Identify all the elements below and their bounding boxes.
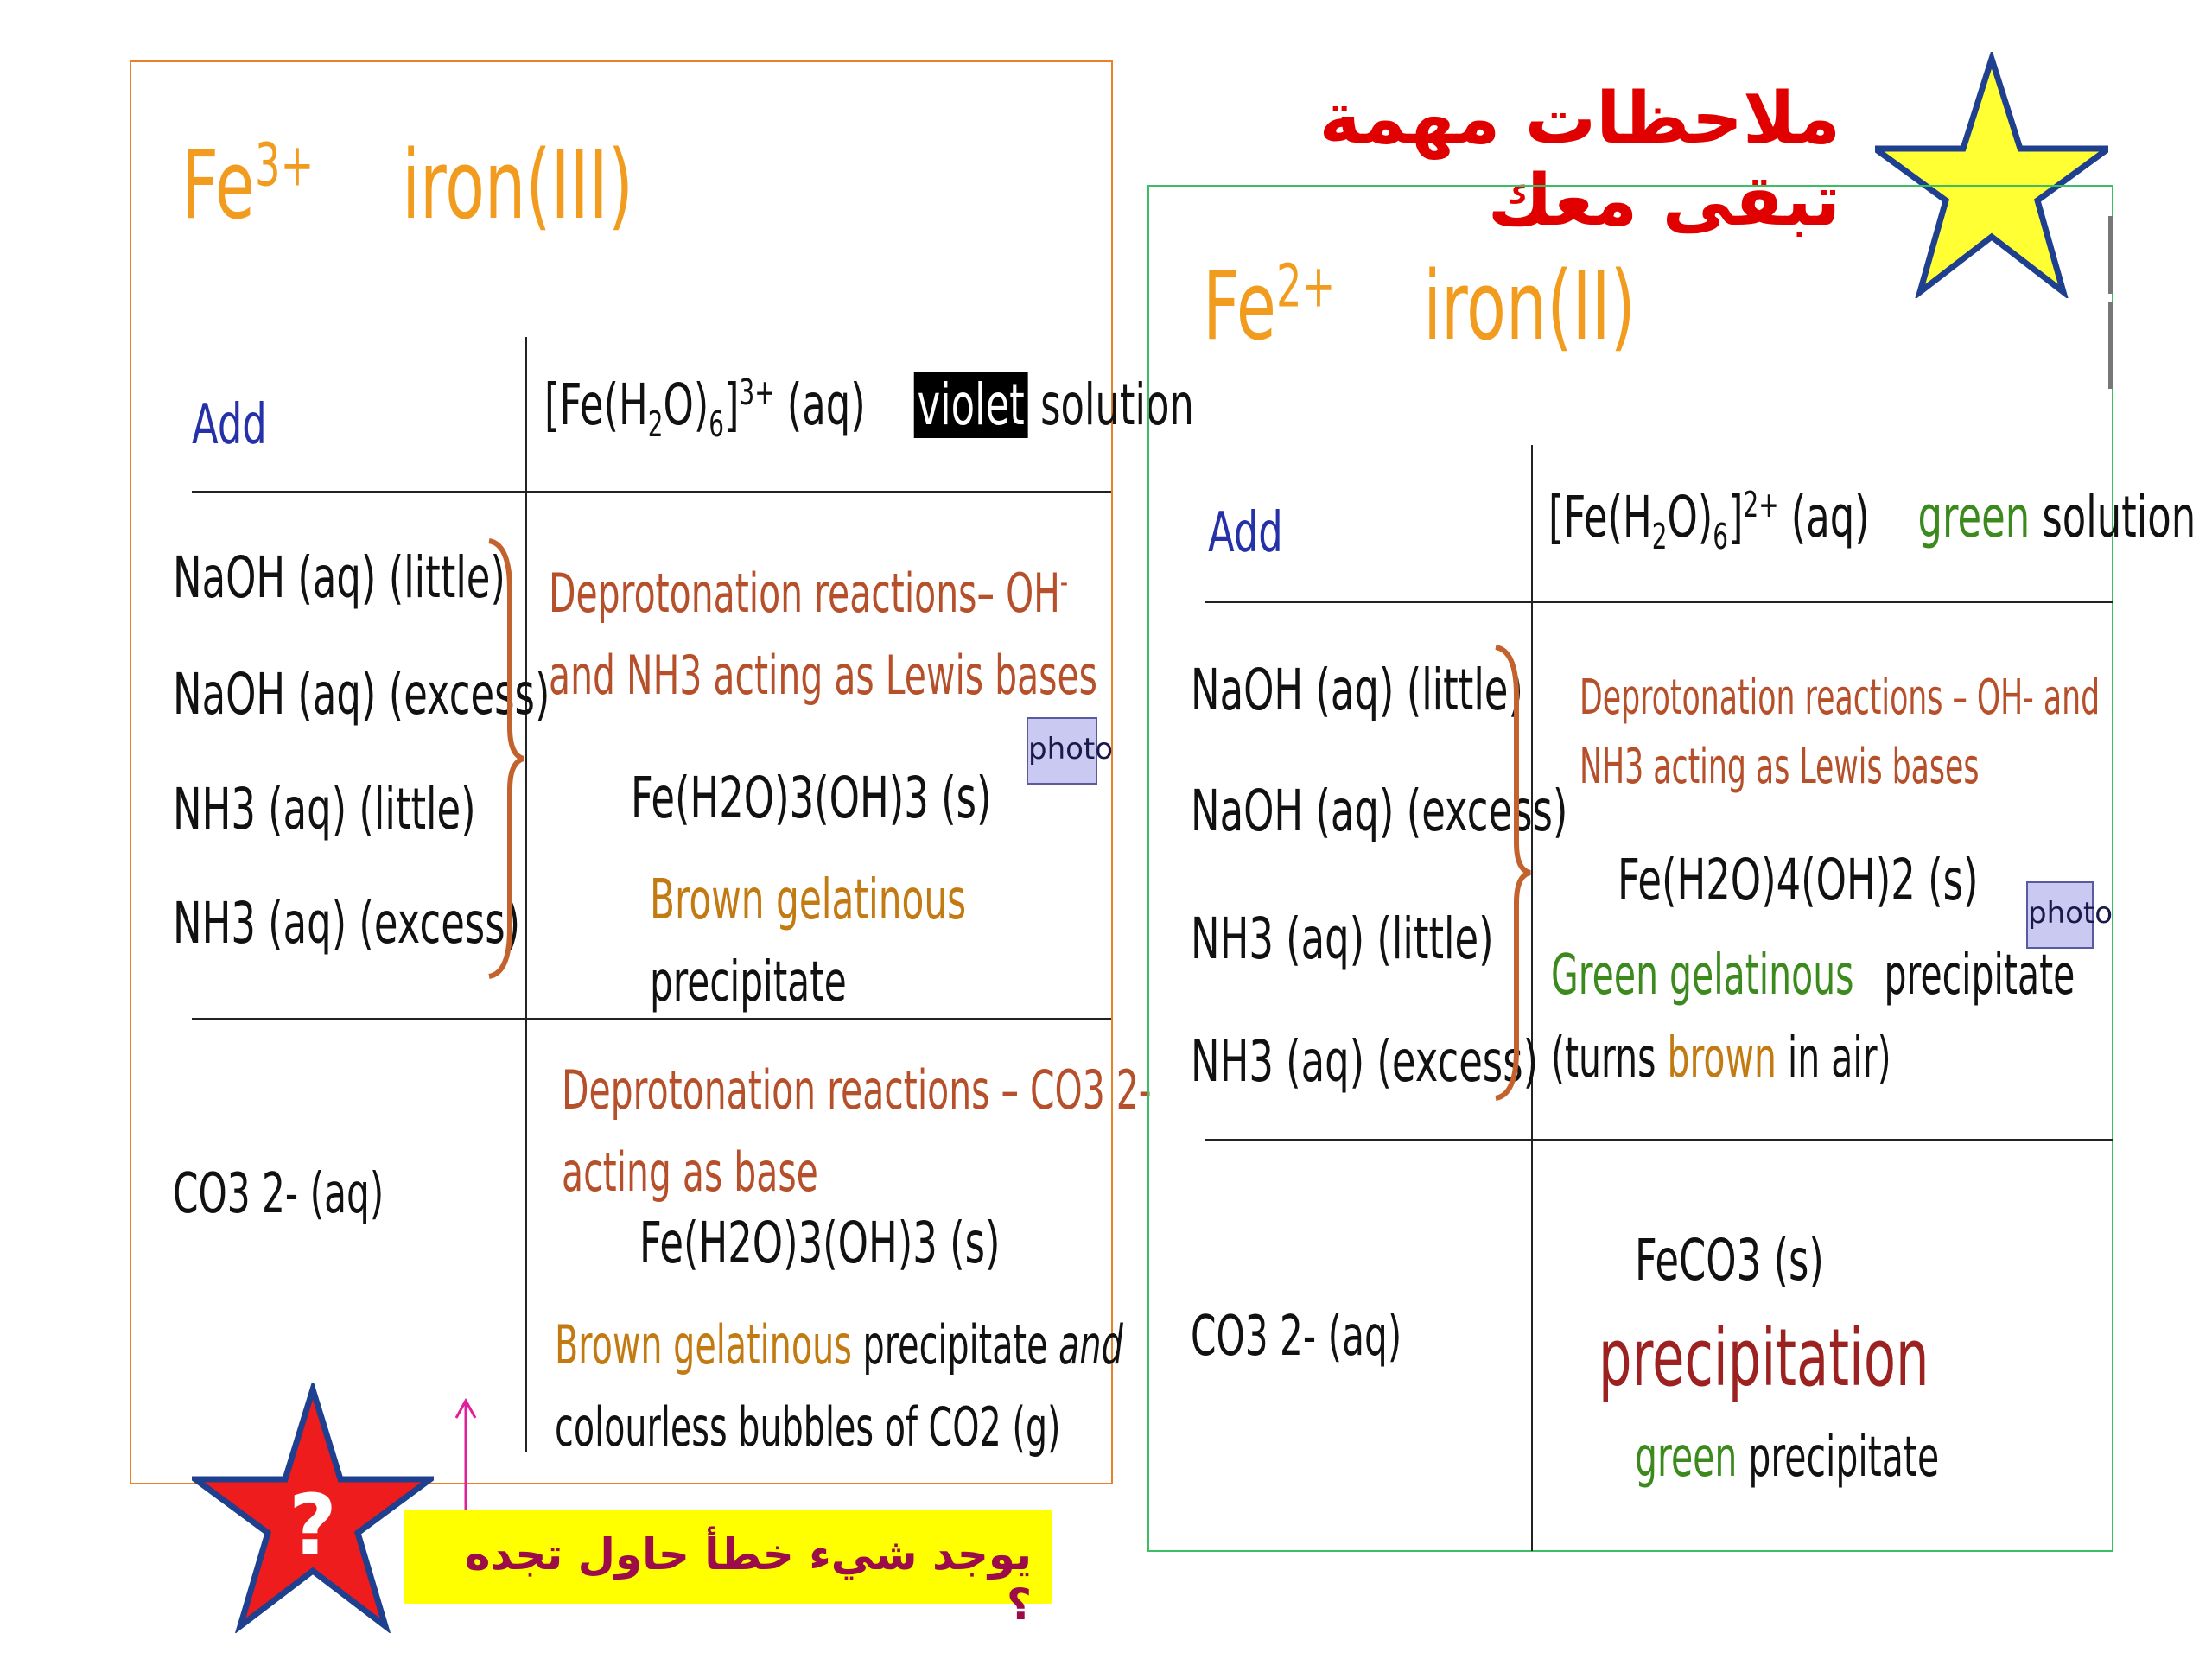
- iron3-row-divider-2: [192, 1018, 1111, 1020]
- iron3-carb-line1: Deprotonation reactions – CO3 2-: [562, 1058, 1152, 1122]
- iron3-carb-ppt-line: Brown gelatinous precipitate and: [555, 1313, 1123, 1376]
- iron2-carb-green-line: green precipitate: [1635, 1426, 1940, 1490]
- iron2-brace: [1491, 644, 1534, 1102]
- iron3-reagent-1: NaOH (aq) (little): [173, 544, 505, 611]
- violet-highlight: violet: [914, 372, 1028, 438]
- mistake-note: [404, 1510, 1052, 1630]
- iron2-row-divider-1: [1205, 601, 2113, 603]
- iron3-photo-button[interactable]: photo: [1027, 717, 1097, 785]
- iron2-photo-button[interactable]: photo: [2026, 881, 2094, 949]
- iron2-carbonate-reagent: CO3 2- (aq): [1191, 1305, 1402, 1369]
- iron3-ppt-word: precipitate: [650, 950, 847, 1014]
- iron3-brace: [484, 537, 527, 980]
- iron3-add-label: Add: [192, 393, 267, 457]
- iron2-scroll-tick-2: [2108, 302, 2113, 389]
- iron2-title: $Fe^{2+}$ iron(II): [1203, 251, 1636, 361]
- iron2-reagent-2: NaOH (aq) (excess): [1191, 778, 1568, 844]
- iron3-ppt-color: Brown gelatinous: [650, 868, 967, 932]
- mistake-note-text: يوجد شيء خطأ حاول تجده ؟: [465, 1529, 1032, 1630]
- iron2-carb-precipitation: precipitation: [1599, 1312, 1929, 1404]
- iron3-row-divider-1: [192, 491, 1111, 493]
- iron2-ppt-line: Green gelatinous precipitate: [1551, 944, 2075, 1007]
- red-star-question-mark: ?: [289, 1477, 337, 1573]
- iron2-scroll-tick: [2108, 216, 2113, 294]
- iron3-carb-bubbles: colourless bubbles of CO2 (g): [555, 1395, 1061, 1459]
- iron3-title: $Fe^{3+}$ iron(III): [181, 130, 633, 240]
- iron3-complex: $[Fe(H_2O)_6]^{3+}$ (aq) violet solution: [544, 372, 1194, 446]
- iron3-carb-product: Fe(H2O)3(OH)3 (s): [639, 1210, 1001, 1276]
- iron2-reagent-4: NH3 (aq) (excess): [1191, 1028, 1539, 1095]
- iron3-reagent-4: NH3 (aq) (excess): [173, 890, 521, 957]
- iron2-reagent-1: NaOH (aq) (little): [1191, 657, 1523, 723]
- iron3-carb-line2: acting as base: [562, 1141, 818, 1204]
- iron2-turns-line: (turns brown in air): [1551, 1027, 1891, 1090]
- iron2-row-divider-2: [1205, 1139, 2113, 1141]
- iron3-deprot-line2: and NH3 acting as Lewis bases: [549, 644, 1098, 707]
- iron2-deprot-line2: NH3 acting as Lewis bases: [1580, 739, 1980, 795]
- iron2-complex: $[Fe(H_2O)_6]^{2+}$ (aq) green solution: [1548, 484, 2196, 558]
- iron2-product: Fe(H2O)4(OH)2 (s): [1618, 847, 1979, 913]
- iron3-deprot-line1: Deprotonation reactions– OH-: [549, 562, 1069, 625]
- iron3-reagent-3: NH3 (aq) (little): [173, 776, 476, 842]
- iron2-carb-product: FeCO3 (s): [1635, 1227, 1824, 1294]
- iron2-deprot-line1: Deprotonation reactions – OH- and: [1580, 670, 2101, 726]
- iron3-reagent-2: NaOH (aq) (excess): [173, 661, 550, 728]
- iron2-add-label: Add: [1208, 501, 1283, 565]
- red-star-icon: [192, 1382, 434, 1633]
- arabic-header-title: ملاحظات مهمة تبقى معك: [1319, 78, 1840, 242]
- iron3-product: Fe(H2O)3(OH)3 (s): [631, 765, 992, 831]
- iron3-carbonate-reagent: CO3 2- (aq): [173, 1162, 385, 1226]
- iron2-reagent-3: NH3 (aq) (little): [1191, 906, 1494, 972]
